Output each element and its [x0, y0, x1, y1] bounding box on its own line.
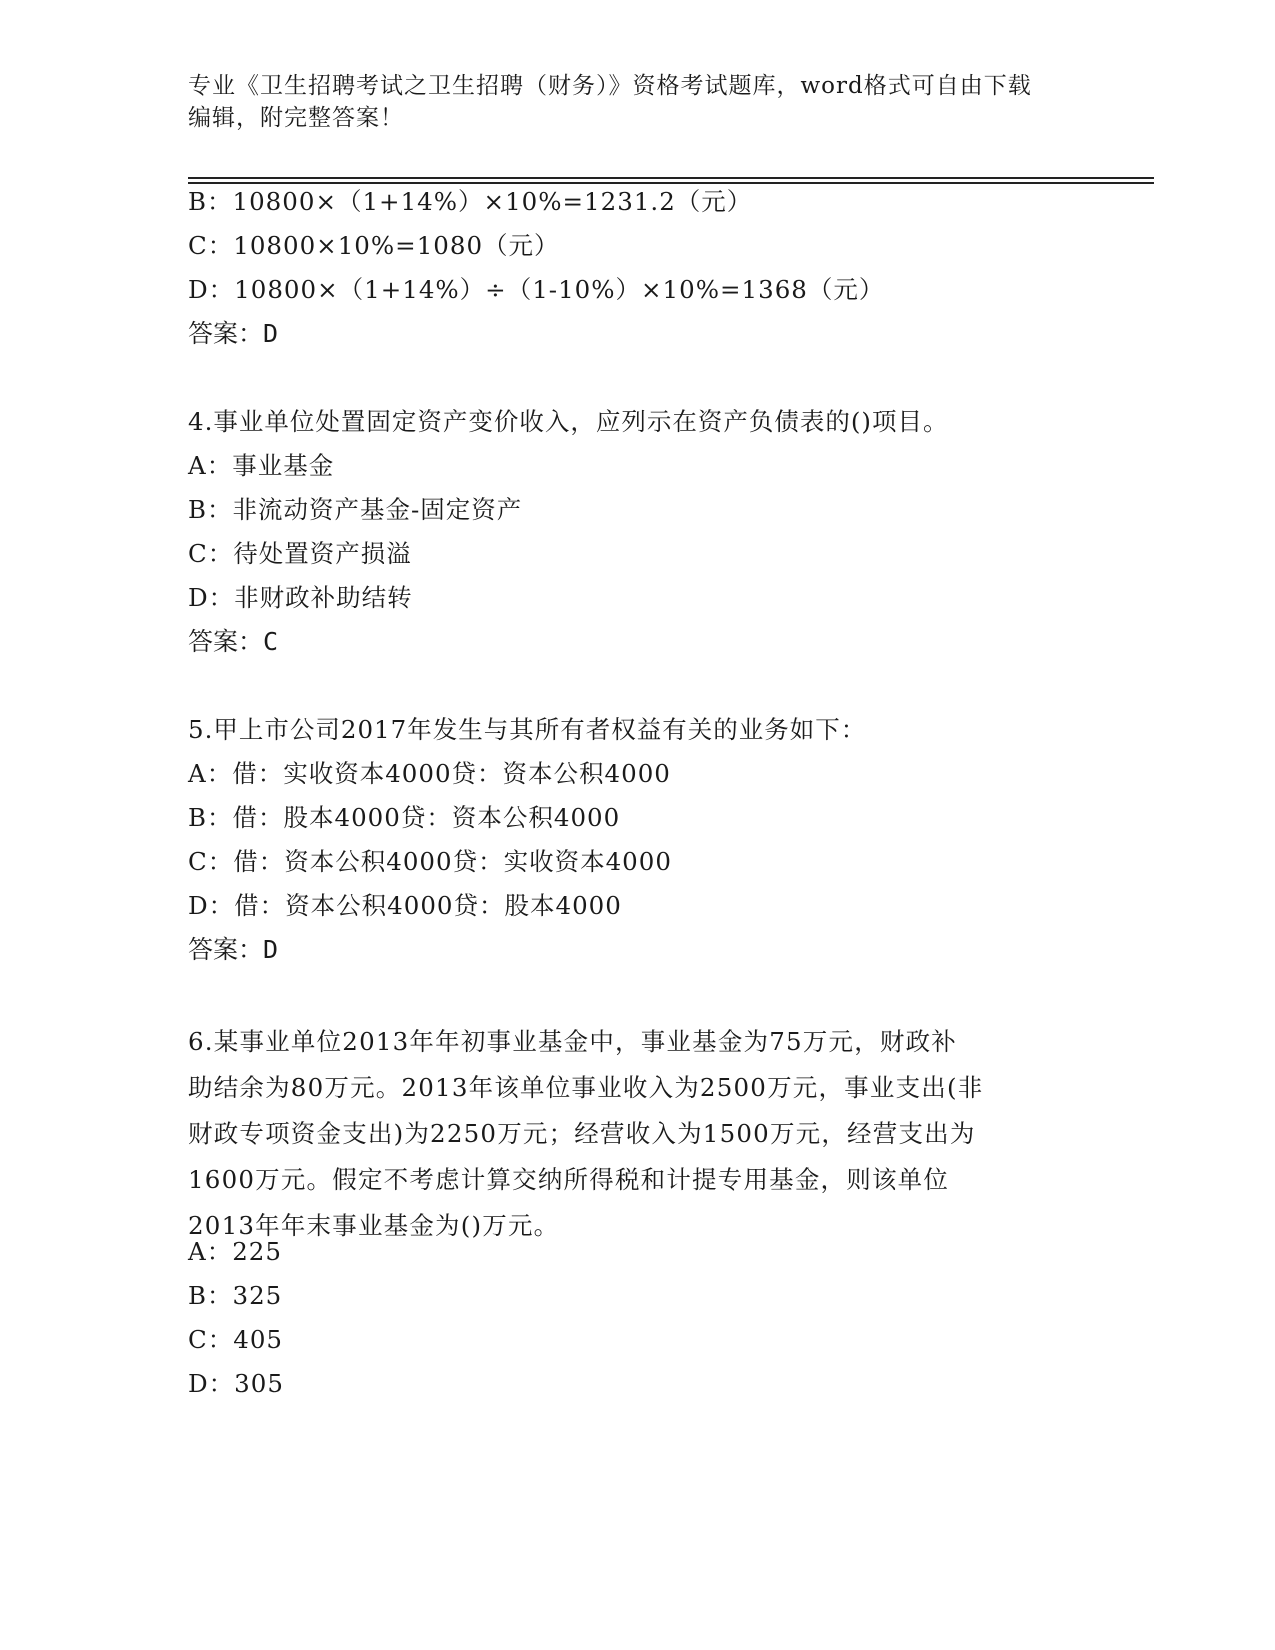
q6-option-c: C：405 — [188, 1325, 284, 1354]
q4-option-b: B：非流动资产基金-固定资产 — [188, 495, 523, 524]
q5-option-b: B：借：股本4000贷：资本公积4000 — [188, 803, 621, 832]
q5-answer: 答案：D — [188, 935, 279, 964]
q6-option-b: B：325 — [188, 1281, 283, 1310]
q3-option-c: C：10800×10%=1080（元） — [188, 231, 560, 260]
q5-option-a: A：借：实收资本4000贷：资本公积4000 — [188, 759, 671, 788]
q5-option-c: C：借：资本公积4000贷：实收资本4000 — [188, 847, 672, 876]
header-line-1: 专业《卫生招聘考试之卫生招聘（财务）》资格考试题库，word格式可自由下载 — [188, 73, 1032, 99]
q4-answer: 答案：C — [188, 627, 279, 656]
q6-question-line: 6.某事业单位2013年年初事业基金中，事业基金为75万元，财政补 — [188, 1027, 957, 1056]
q4-option-a: A：事业基金 — [188, 451, 335, 480]
q3-option-d: D：10800×（1+14%）÷（1-10%）×10%=1368（元） — [188, 275, 885, 304]
q6-question — [188, 1019, 1088, 1249]
q6-question-line: 2013年年末事业基金为()万元。 — [188, 1211, 560, 1240]
document-header — [188, 70, 1088, 134]
q3-answer: 答案：D — [188, 319, 279, 348]
q5-option-d: D：借：资本公积4000贷：股本4000 — [188, 891, 622, 920]
q6-option-a: A：225 — [188, 1237, 282, 1266]
q6-question-line: 财政专项资金支出)为2250万元；经营收入为1500万元，经营支出为 — [188, 1119, 976, 1148]
header-divider-top — [188, 177, 1154, 179]
header-divider-bottom — [188, 182, 1154, 184]
q5-question: 5.甲上市公司2017年发生与其所有者权益有关的业务如下： — [188, 715, 867, 744]
q6-question-line: 助结余为80万元。2013年该单位事业收入为2500万元，事业支出(非 — [188, 1073, 984, 1102]
q6-question-line: 1600万元。假定不考虑计算交纳所得税和计提专用基金，则该单位 — [188, 1165, 950, 1194]
q6-option-d: D：305 — [188, 1369, 284, 1398]
header-line-2: 编辑，附完整答案！ — [188, 105, 404, 131]
q3-option-b: B：10800×（1+14%）×10%=1231.2（元） — [188, 187, 753, 216]
q4-option-d: D：非财政补助结转 — [188, 583, 413, 612]
q4-question: 4.事业单位处置固定资产变价收入，应列示在资产负债表的()项目。 — [188, 407, 949, 436]
q4-option-c: C：待处置资产损溢 — [188, 539, 412, 568]
